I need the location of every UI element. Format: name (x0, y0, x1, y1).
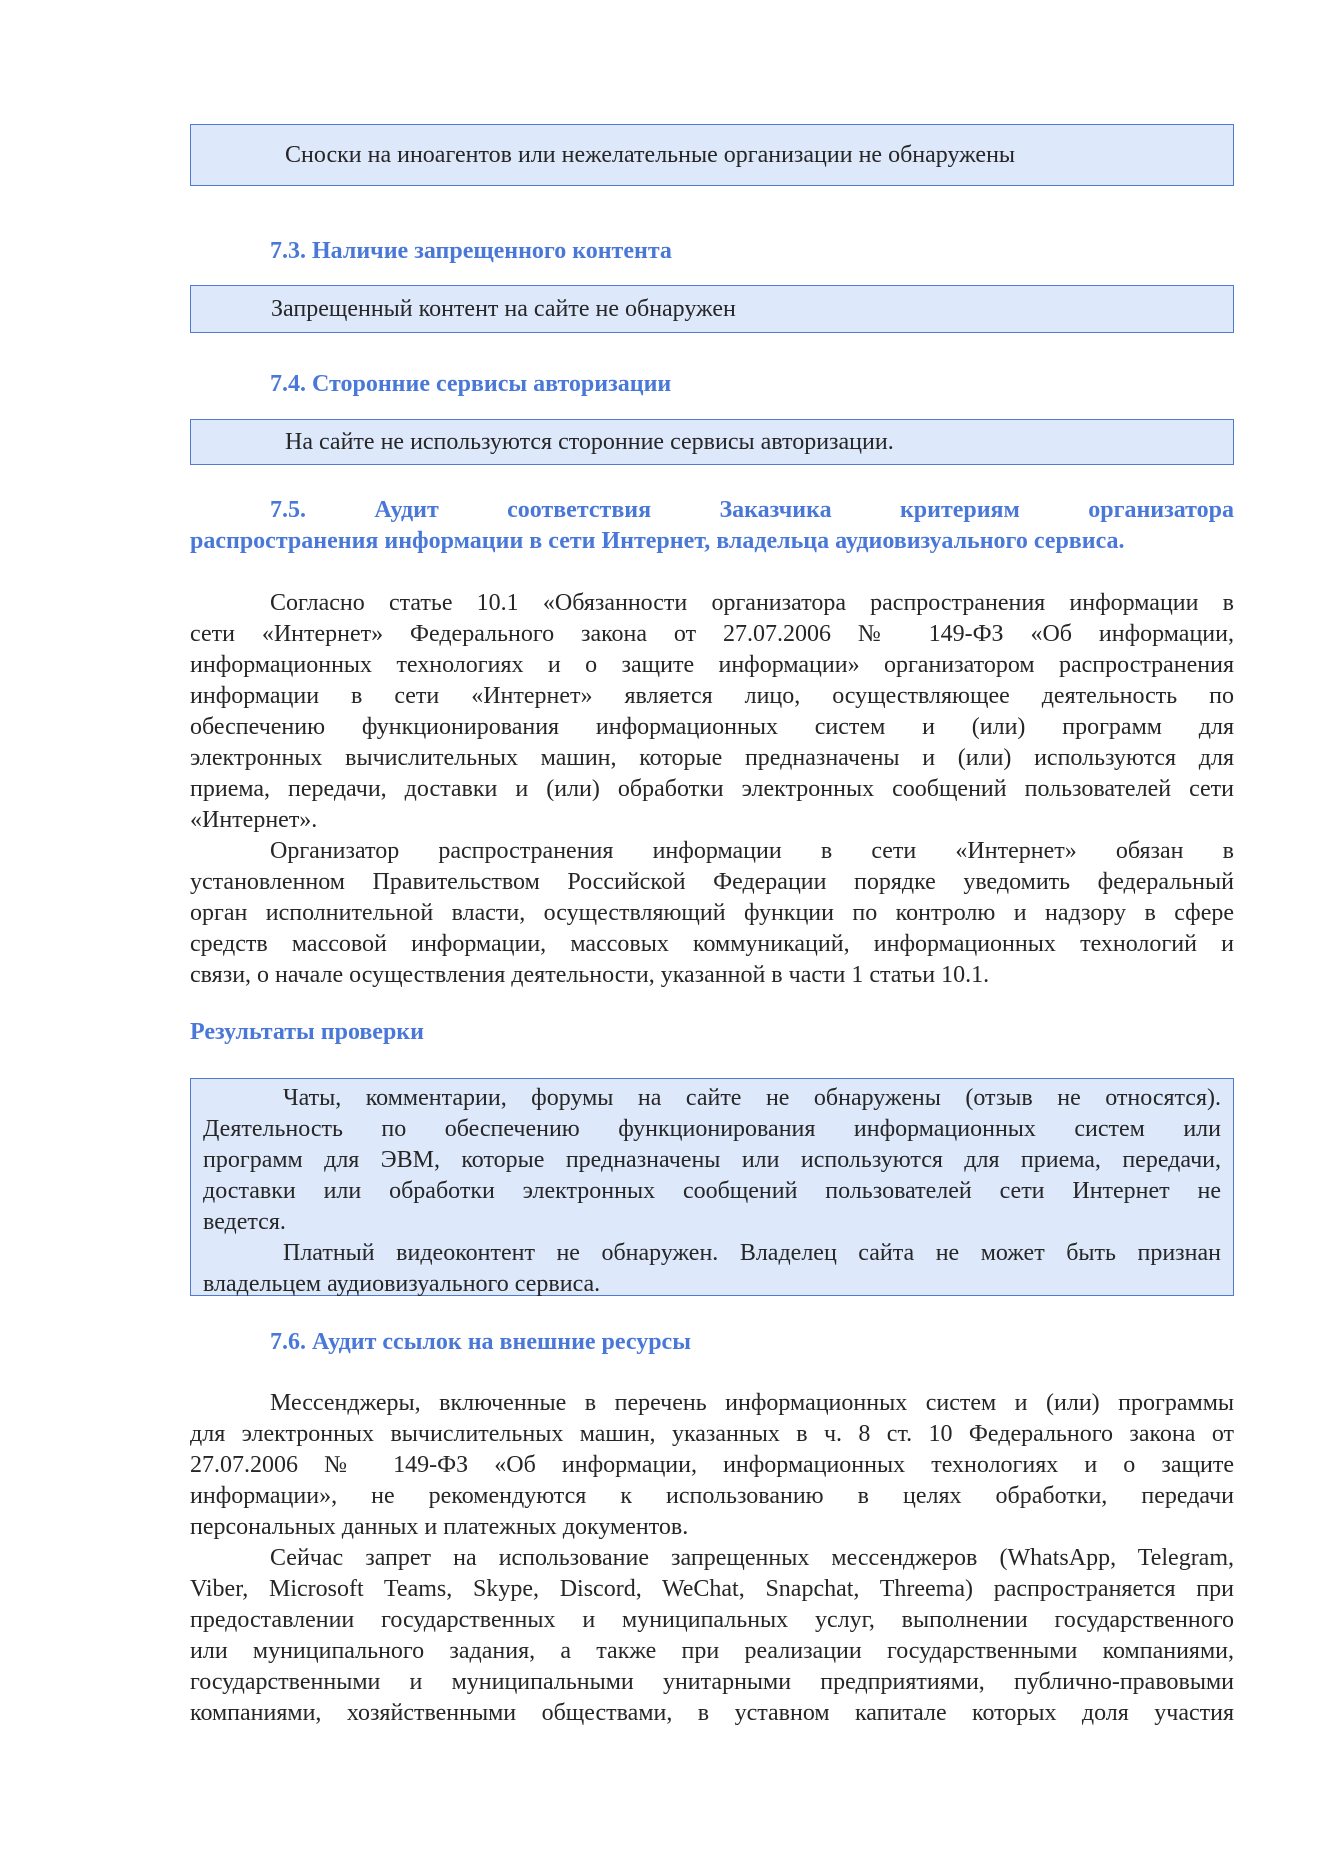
text-line: государственными и муниципальными унитарными предприятиями, публично-правовыми (190, 1669, 1234, 1695)
section-7-6-heading: 7.6. Аудит ссылок на внешние ресурсы (270, 1329, 691, 1355)
text-line: информационных технологиях и о защите информации» организатором распространения (190, 652, 1234, 678)
text-line: орган исполнительной власти, осуществляющий функции по контролю и надзору в сфере (190, 900, 1234, 926)
h75-word: 7.5. (270, 497, 306, 523)
text-line: доставки или обработки электронных сообщений пользователей сети Интернет не (203, 1178, 1221, 1204)
section-7-5-heading-line2: распространения информации в сети Интернет, владельца аудиовизуального сервиса. (190, 528, 1125, 554)
auth-services-result-text: На сайте не используются сторонние сервисы авторизации. (285, 429, 894, 455)
section-7-5-paragraph-1 (190, 588, 1234, 836)
forbidden-content-result-text: Запрещенный контент на сайте не обнаружен (271, 296, 736, 322)
text-line: Организатор распространения информации в сети «Интернет» обязан в (270, 838, 1234, 864)
text-line: обеспечению функционирования информационных систем и (или) программ для (190, 714, 1234, 740)
results-box (190, 1078, 1234, 1296)
text-line: Мессенджеры, включенные в перечень информационных систем и (или) программы (270, 1390, 1234, 1416)
h75-word: критериям (899, 497, 1020, 523)
h75-word: Аудит (374, 497, 439, 523)
text-line: информации в сети «Интернет» является лицо, осуществляющее деятельность по (190, 683, 1234, 709)
text-line: установленном Правительством Российской Федерации порядке уведомить федеральный (190, 869, 1234, 895)
text-line: предоставлении государственных и муниципальных услуг, выполнении государственного (190, 1607, 1234, 1633)
results-heading: Результаты проверки (190, 1019, 424, 1045)
section-7-4-heading: 7.4. Сторонние сервисы авторизации (270, 371, 672, 397)
text-line: или муниципального задания, а также при реализации государственными компаниями, (190, 1638, 1234, 1664)
text-line: «Интернет». (190, 807, 318, 833)
section-7-6-paragraph-1 (190, 1388, 1234, 1543)
h75-word: организатора (1088, 497, 1234, 523)
text-line: Платный видеоконтент не обнаружен. Владелец сайта не может быть признан (283, 1240, 1221, 1266)
auth-services-result-box (190, 419, 1234, 465)
text-line: персональных данных и платежных документов. (190, 1514, 689, 1540)
text-line: средств массовой информации, массовых коммуникаций, информационных технологий и (190, 931, 1234, 957)
foreign-agents-result-box (190, 124, 1234, 186)
section-7-6-paragraph-2 (190, 1543, 1234, 1729)
text-line: связи, о начале осуществления деятельности, указанной в части 1 статьи 10.1. (190, 962, 990, 988)
text-line: приема, передачи, доставки и (или) обработки электронных сообщений пользователей сети (190, 776, 1234, 802)
text-line: владельцем аудиовизуального сервиса. (203, 1271, 601, 1297)
foreign-agents-result-text: Сноски на иноагентов или нежелательные организации не обнаружены (285, 142, 1016, 168)
text-line: программ для ЭВМ, которые предназначены или используются для приема, передачи, (203, 1147, 1221, 1173)
text-line: 27.07.2006 № 149-ФЗ «Об информации, информационных технологиях и о защите (190, 1452, 1234, 1478)
text-line: для электронных вычислительных машин, указанных в ч. 8 ст. 10 Федерального закона от (190, 1421, 1234, 1447)
text-line: информации», не рекомендуются к использованию в целях обработки, передачи (190, 1483, 1234, 1509)
text-line: сети «Интернет» Федерального закона от 27.07.2006 № 149-ФЗ «Об информации, (190, 621, 1234, 647)
text-line: электронных вычислительных машин, которые предназначены и (или) используются для (190, 745, 1234, 771)
section-7-3-heading: 7.3. Наличие запрещенного контента (270, 238, 672, 264)
section-7-5-heading (270, 495, 1234, 526)
section-7-5-paragraph-2 (190, 836, 1234, 991)
text-line: Чаты, комментарии, форумы на сайте не обнаружены (отзыв не относятся). (283, 1085, 1221, 1111)
text-line: Viber, Microsoft Teams, Skype, Discord, WeChat, Snapchat, Threema) распространяется при (190, 1576, 1234, 1602)
h75-word: Заказчика (719, 497, 832, 523)
text-line: ведется. (203, 1209, 286, 1235)
h75-word: соответствия (507, 497, 652, 523)
text-line: Деятельность по обеспечению функционирования информационных систем или (203, 1116, 1221, 1142)
text-line: компаниями, хозяйственными обществами, в уставном капитале которых доля участия (190, 1700, 1234, 1726)
text-line: Согласно статье 10.1 «Обязанности организатора распространения информации в (270, 590, 1234, 616)
text-line: Сейчас запрет на использование запрещенных мессенджеров (WhatsApp, Telegram, (270, 1545, 1234, 1571)
forbidden-content-result-box (190, 285, 1234, 333)
